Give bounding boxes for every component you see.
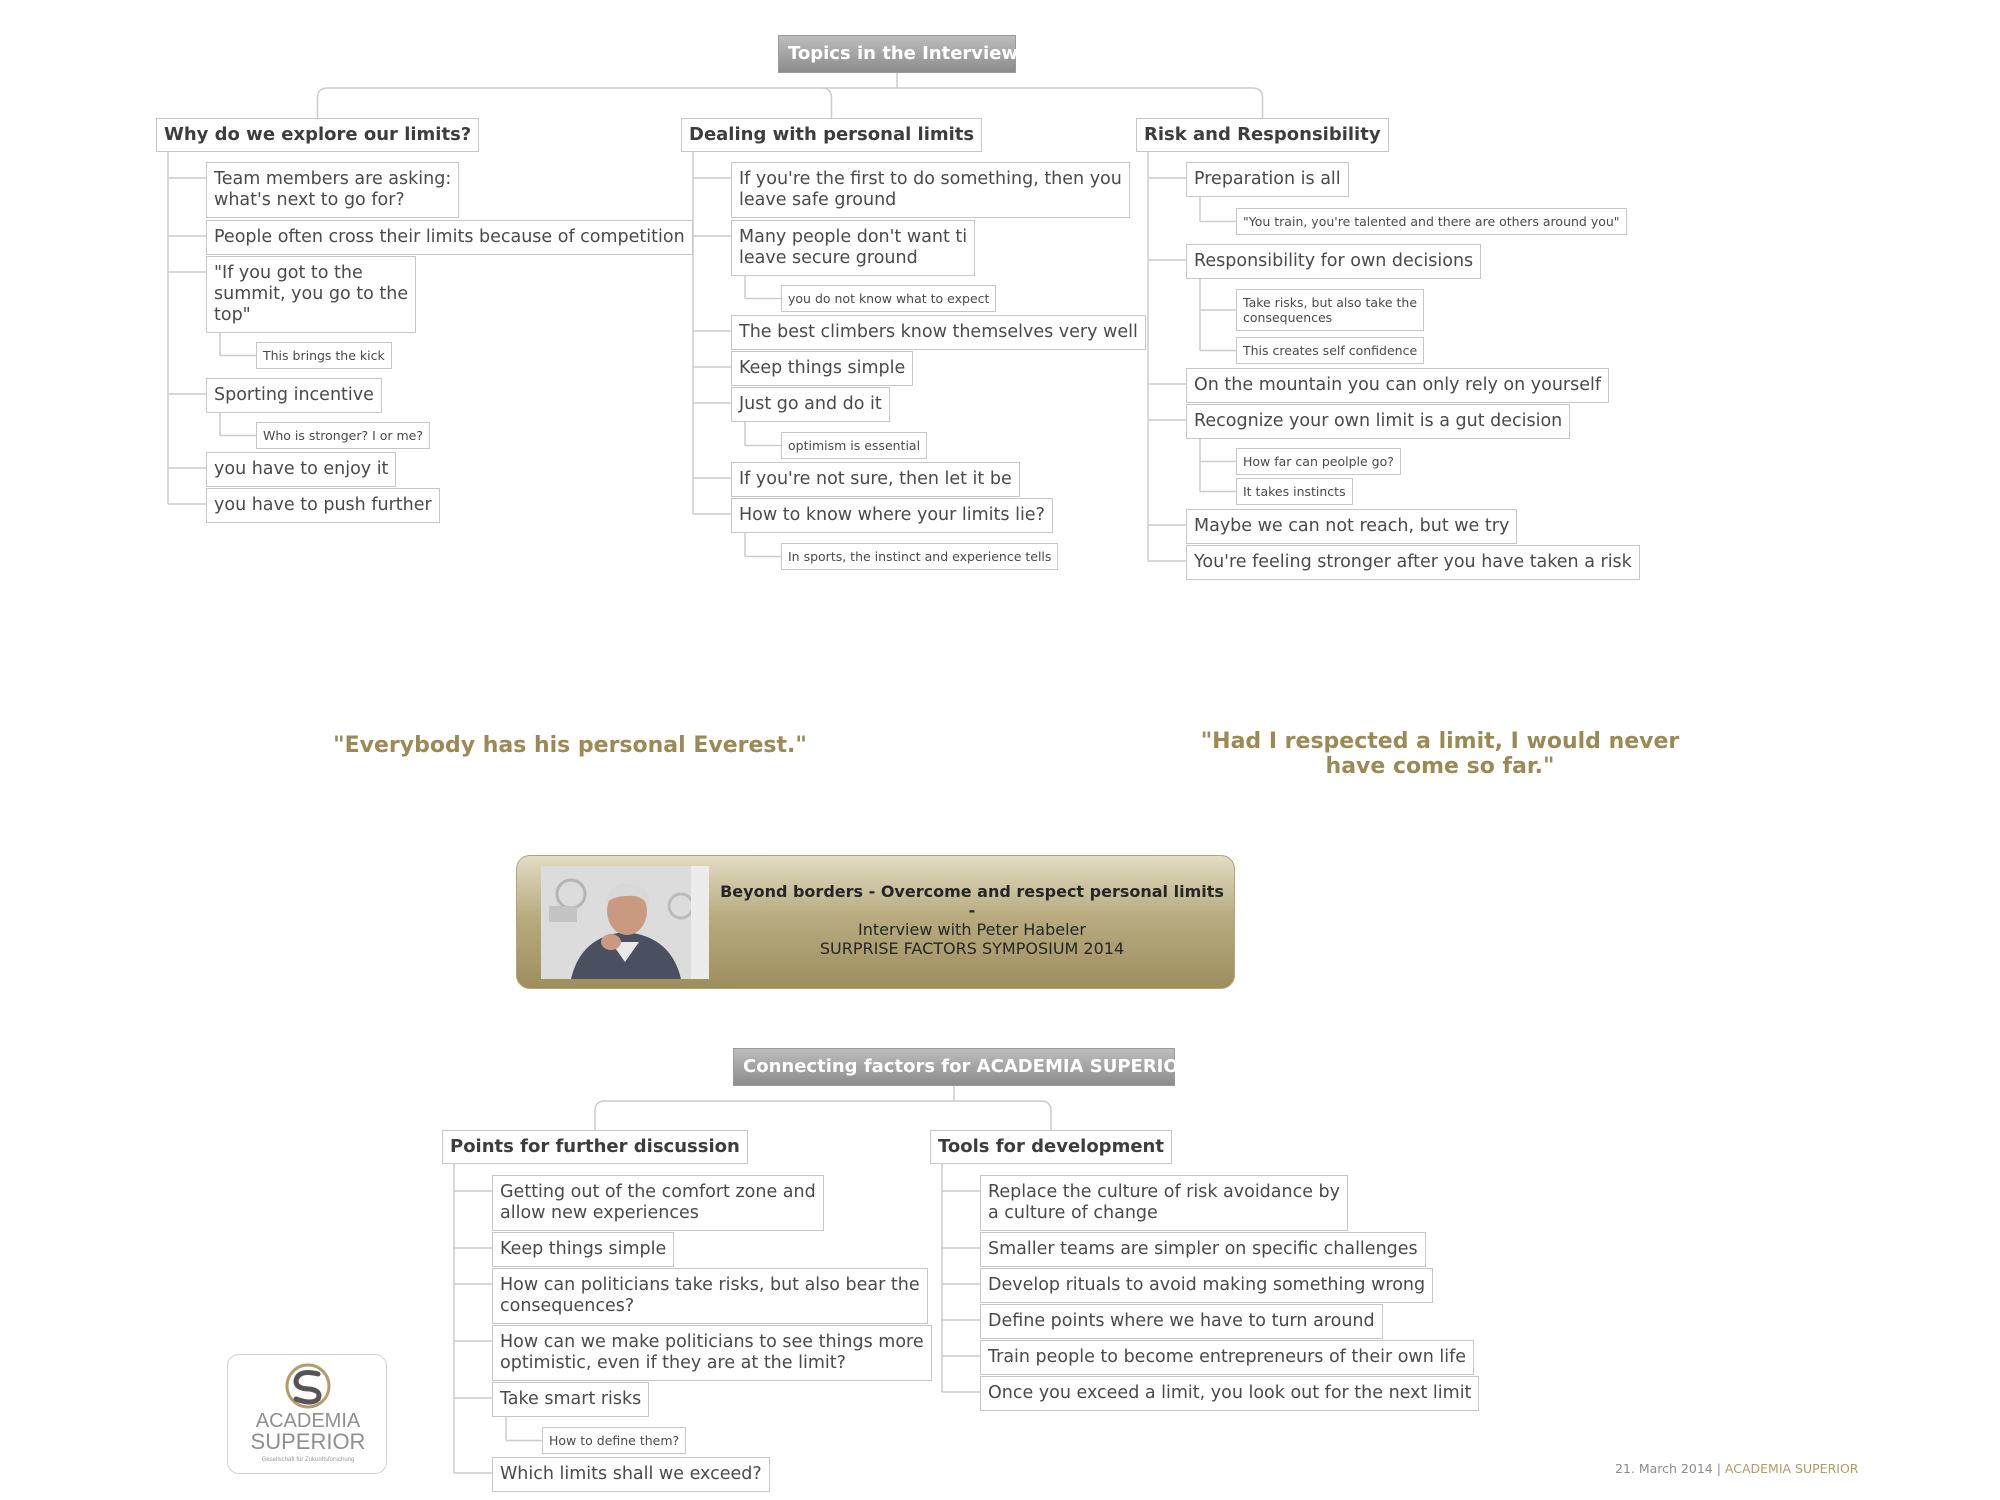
topic-subitem[interactable]: Take risks, but also take the consequences: [1236, 289, 1424, 331]
logo-line2: SUPERIOR: [250, 1429, 366, 1454]
academia-superior-logo-icon: [228, 1355, 388, 1475]
banner-interview-line: Interview with Peter Habeler: [858, 920, 1086, 939]
discussion-item[interactable]: Keep things simple: [492, 1232, 674, 1267]
tool-item[interactable]: Replace the culture of risk avoidance by a culture of change: [980, 1175, 1348, 1231]
quote-respected-limit: "Had I respected a limit, I would never have come so far.": [1200, 729, 1680, 779]
banner-title: Beyond borders - Overcome and respect personal limits: [720, 882, 1224, 901]
footer-brand: ACADEMIA SUPERIOR: [1724, 1461, 1859, 1476]
branch-title-dealing-personal-limits[interactable]: Dealing with personal limits: [681, 118, 982, 152]
tool-item[interactable]: Once you exceed a limit, you look out for the next limit: [980, 1376, 1479, 1411]
topic-item[interactable]: Maybe we can not reach, but we try: [1186, 509, 1517, 544]
topic-item[interactable]: If you're not sure, then let it be: [731, 462, 1020, 497]
topic-item[interactable]: Keep things simple: [731, 351, 913, 386]
discussion-item[interactable]: Getting out of the comfort zone and allow new experiences: [492, 1175, 824, 1231]
connector-line: [318, 88, 328, 118]
topic-item[interactable]: "If you got to the summit, you go to the top": [206, 256, 416, 333]
topic-item[interactable]: Team members are asking: what's next to go for?: [206, 162, 459, 218]
topic-item[interactable]: People often cross their limits because of competition: [206, 220, 693, 255]
footer-date: 21. March 2014: [1615, 1461, 1713, 1476]
branch-title-why-explore-limits[interactable]: Why do we explore our limits?: [156, 118, 479, 152]
topic-item[interactable]: You're feeling stronger after you have taken a risk: [1186, 545, 1640, 580]
branch-title-tools-development[interactable]: Tools for development: [930, 1130, 1172, 1164]
topic-item[interactable]: you have to enjoy it: [206, 452, 396, 487]
topic-subitem[interactable]: How far can peolple go?: [1236, 448, 1401, 475]
discussion-item[interactable]: Take smart risks: [492, 1382, 649, 1417]
footer: [1615, 1461, 1858, 1476]
topic-subitem[interactable]: It takes instincts: [1236, 478, 1353, 505]
connector-line: [595, 1101, 605, 1130]
discussion-subitem[interactable]: How to define them?: [542, 1427, 686, 1454]
connector-line: [1041, 1101, 1051, 1130]
tool-item[interactable]: Smaller teams are simpler on specific challenges: [980, 1232, 1426, 1267]
topic-subitem[interactable]: "You train, you're talented and there are others around you": [1236, 208, 1627, 235]
logo-tagline: Gesellschaft für Zukunftsforschung: [261, 1457, 355, 1463]
topic-item[interactable]: Responsibility for own decisions: [1186, 244, 1481, 279]
topic-subitem[interactable]: In sports, the instinct and experience tells: [781, 543, 1058, 570]
topic-item[interactable]: Recognize your own limit is a gut decision: [1186, 404, 1570, 439]
topic-subitem[interactable]: optimism is essential: [781, 432, 927, 459]
topic-item[interactable]: If you're the first to do something, then you leave safe ground: [731, 162, 1130, 218]
tool-item[interactable]: Train people to become entrepreneurs of their own life: [980, 1340, 1474, 1375]
footer-separator: |: [1712, 1461, 1725, 1476]
discussion-item[interactable]: How can we make politicians to see things more optimistic, even if they are at the limit?: [492, 1325, 932, 1381]
connecting-factors-root-node[interactable]: Connecting factors for ACADEMIA SUPERIOR: [733, 1048, 1175, 1086]
tool-item[interactable]: Develop rituals to avoid making something wrong: [980, 1268, 1433, 1303]
banner-dash: -: [968, 901, 976, 920]
connector-line: [822, 88, 832, 118]
topics-root-node[interactable]: Topics in the Interview: [778, 35, 1016, 73]
branch-title-points-further-discussion[interactable]: Points for further discussion: [442, 1130, 748, 1164]
topic-subitem[interactable]: Who is stronger? I or me?: [256, 422, 430, 449]
discussion-item[interactable]: Which limits shall we exceed?: [492, 1457, 770, 1492]
tool-item[interactable]: Define points where we have to turn around: [980, 1304, 1383, 1339]
topic-subitem[interactable]: This creates self confidence: [1236, 337, 1424, 364]
topic-item[interactable]: Preparation is all: [1186, 162, 1349, 197]
portrait-photo-icon: [541, 866, 709, 979]
logo-line1: ACADEMIA: [255, 1410, 361, 1432]
topic-item[interactable]: How to know where your limits lie?: [731, 498, 1053, 533]
topic-item[interactable]: Many people don't want ti leave secure ground: [731, 220, 975, 276]
topic-subitem[interactable]: This brings the kick: [256, 342, 392, 369]
topic-item[interactable]: On the mountain you can only rely on yourself: [1186, 368, 1609, 403]
topic-item[interactable]: you have to push further: [206, 488, 440, 523]
interview-banner[interactable]: [516, 855, 1235, 989]
academia-superior-logo[interactable]: [227, 1354, 387, 1474]
banner-text: [717, 882, 1227, 958]
topic-item[interactable]: Sporting incentive: [206, 378, 382, 413]
topic-item[interactable]: Just go and do it: [731, 387, 890, 422]
quote-everest: "Everybody has his personal Everest.": [333, 733, 807, 758]
connector-line: [1253, 88, 1263, 118]
discussion-item[interactable]: How can politicians take risks, but also bear the consequences?: [492, 1268, 928, 1324]
topic-subitem[interactable]: you do not know what to expect: [781, 285, 996, 312]
topic-item[interactable]: The best climbers know themselves very well: [731, 315, 1146, 350]
branch-title-risk-responsibility[interactable]: Risk and Responsibility: [1136, 118, 1389, 152]
banner-symposium-line: SURPRISE FACTORS SYMPOSIUM 2014: [819, 939, 1125, 958]
